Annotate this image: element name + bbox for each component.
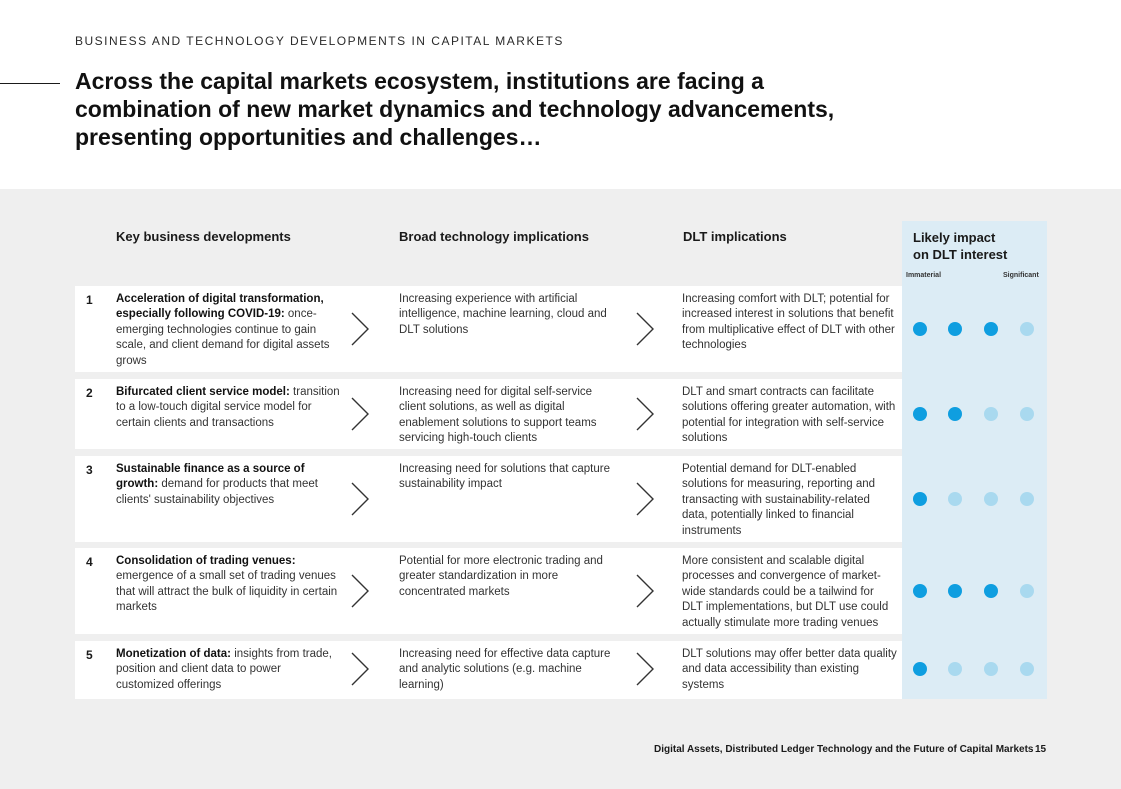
business-heading: Acceleration of digital transformation, especially following COVID-19: xyxy=(116,293,324,321)
impact-header-line1: Likely impact xyxy=(913,230,996,245)
business-cell xyxy=(116,554,341,616)
row-number: 4 xyxy=(86,555,93,569)
column-header-impact xyxy=(913,229,1007,263)
eyebrow: BUSINESS AND TECHNOLOGY DEVELOPMENTS IN CAPITAL MARKETS xyxy=(75,34,564,48)
dlt-cell: DLT and smart contracts can facilitate solutions offering greater automation, with potential for integration with self-service solutions xyxy=(682,386,896,445)
chevron-right-icon xyxy=(350,397,370,431)
row-number: 2 xyxy=(86,386,93,400)
impact-dot-filled xyxy=(913,322,927,336)
impact-dot-filled xyxy=(984,322,998,336)
impact-column xyxy=(902,221,1047,699)
impact-dot-empty xyxy=(984,492,998,506)
business-text: insights from trade, position and client data to power customized offerings xyxy=(116,648,332,691)
dlt-cell: Potential demand for DLT-enabled solutions for measuring, reporting and transacting with sustainability-related data, potentially linked to financial instruments xyxy=(682,463,876,537)
page-number: 15 xyxy=(1035,744,1047,755)
chevron-right-icon xyxy=(350,312,370,346)
business-heading: Monetization of data: xyxy=(116,648,231,660)
table-row xyxy=(75,379,902,449)
business-heading: Consolidation of trading venues: xyxy=(116,555,296,567)
business-heading: Sustainable finance as a source of growth: xyxy=(116,463,305,491)
dlt-cell: DLT solutions may offer better data quality and data accessibility than existing systems xyxy=(682,648,897,691)
table-row xyxy=(75,286,902,372)
business-cell xyxy=(116,647,341,693)
business-text: demand for products that meet clients' sustainability objectives xyxy=(116,478,318,506)
headline: Across the capital markets ecosystem, institutions are facing a combination of new market dynamics and technology advancements, presenting opportunities and challenges… xyxy=(75,68,835,150)
row-number: 5 xyxy=(86,648,93,662)
chevron-right-icon xyxy=(635,482,655,516)
dlt-cell: More consistent and scalable digital processes and convergence of market-wide standards could be a tailwind for DLT implementations, but DLT use could actually stimulate more trading venues xyxy=(682,555,889,629)
business-text: once-emerging technologies continue to gain scale, and client demand for digital assets grows xyxy=(116,308,330,367)
chevron-right-icon xyxy=(350,574,370,608)
impact-dot-empty xyxy=(948,492,962,506)
headline-rule xyxy=(0,83,60,84)
impact-dot-empty xyxy=(1020,492,1034,506)
impact-dot-empty xyxy=(984,662,998,676)
technology-cell: Increasing need for solutions that capture sustainability impact xyxy=(399,463,610,491)
impact-dot-filled xyxy=(948,584,962,598)
business-cell xyxy=(116,462,341,508)
table-row xyxy=(75,641,902,699)
technology-cell: Increasing need for effective data capture and analytic solutions (e.g. machine learning) xyxy=(399,648,611,691)
row-number: 1 xyxy=(86,293,93,307)
row-number: 3 xyxy=(86,463,93,477)
impact-dot-filled xyxy=(913,584,927,598)
chevron-right-icon xyxy=(350,652,370,686)
impact-dot-filled xyxy=(913,662,927,676)
dlt-cell: Increasing comfort with DLT; potential for increased interest in solutions that benefit from multiplicative effect of DLT with other technologies xyxy=(682,293,895,352)
business-heading: Bifurcated client service model: xyxy=(116,386,290,398)
impact-header-line2: on DLT interest xyxy=(913,247,1008,262)
table-row xyxy=(75,456,902,542)
impact-dot-empty xyxy=(1020,407,1034,421)
business-text: transition to a low-touch digital service model for certain clients and transactions xyxy=(116,386,340,429)
technology-cell: Increasing need for digital self-service client solutions, as well as digital enablement solutions to support teams servicing high-touch clients xyxy=(399,386,597,445)
impact-dot-empty xyxy=(1020,662,1034,676)
column-header-dlt: DLT implications xyxy=(683,229,787,244)
column-header-technology: Broad technology implications xyxy=(399,229,589,244)
chevron-right-icon xyxy=(635,397,655,431)
technology-cell: Increasing experience with artificial intelligence, machine learning, cloud and DLT solutions xyxy=(399,293,607,336)
impact-dot-empty xyxy=(984,407,998,421)
column-header-business: Key business developments xyxy=(116,229,291,244)
impact-dot-empty xyxy=(948,662,962,676)
impact-dot-empty xyxy=(1020,322,1034,336)
scale-low-label: Immaterial xyxy=(906,272,942,279)
chevron-right-icon xyxy=(635,312,655,346)
impact-dot-filled xyxy=(913,492,927,506)
scale-high-label: Significant xyxy=(1003,272,1039,279)
impact-dot-filled xyxy=(948,322,962,336)
technology-cell: Potential for more electronic trading and greater standardization in more concentrated markets xyxy=(399,555,603,598)
business-text: emergence of a small set of trading venues that will attract the bulk of liquidity in certain markets xyxy=(116,570,338,614)
business-cell xyxy=(116,292,341,369)
impact-dot-filled xyxy=(913,407,927,421)
footer-title: Digital Assets, Distributed Ledger Technology and the Future of Capital Markets xyxy=(654,744,1034,755)
chevron-right-icon xyxy=(635,652,655,686)
impact-dot-filled xyxy=(948,407,962,421)
impact-dot-empty xyxy=(1020,584,1034,598)
table-row xyxy=(75,548,902,634)
chevron-right-icon xyxy=(635,574,655,608)
impact-dot-filled xyxy=(984,584,998,598)
chevron-right-icon xyxy=(350,482,370,516)
business-cell xyxy=(116,385,341,431)
